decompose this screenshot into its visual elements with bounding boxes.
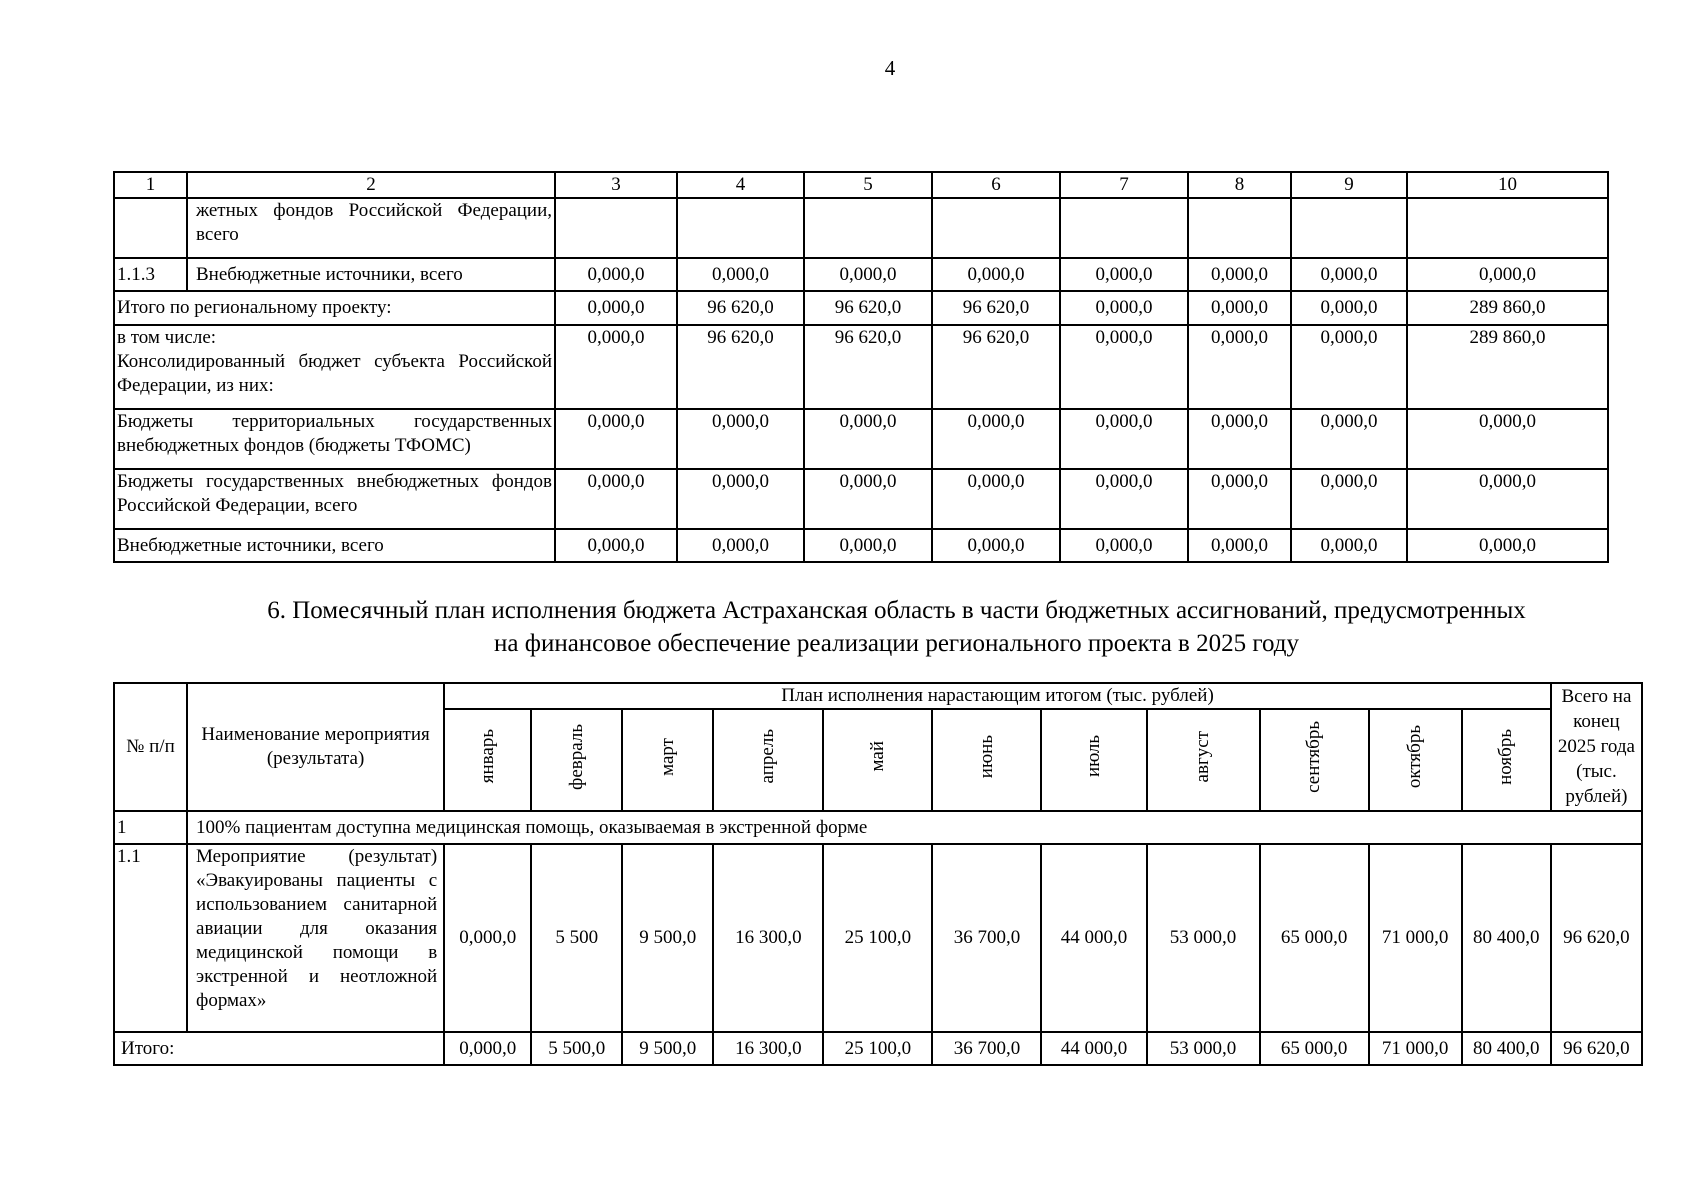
month-value: 36 700,0: [932, 844, 1041, 1032]
row-value: 0,000,0: [555, 529, 677, 562]
row-value: 0,000,0: [932, 469, 1060, 529]
row-value: 96 620,0: [804, 291, 932, 325]
row-name: в том числе: Консолидированный бюджет субъекта Российской Федерации, из них:: [114, 325, 555, 409]
row-value: [555, 198, 677, 258]
month-label: февраль: [565, 723, 587, 790]
table1-header-cell: 2: [187, 172, 555, 198]
month-label: октябрь: [1404, 724, 1426, 789]
row-value: 0,000,0: [804, 469, 932, 529]
row-value: 96 620,0: [677, 291, 804, 325]
row-value: 0,000,0: [932, 409, 1060, 469]
row-value: 0,000,0: [1060, 409, 1188, 469]
col-header-name: Наименование мероприятия (результата): [187, 683, 444, 811]
month-label: июль: [1082, 735, 1104, 778]
event-name: Мероприятие (результат) «Эвакуированы пациенты с использованием санитарной авиации для оказания медицинской помощи в экстренной и неотложной формах»: [187, 844, 444, 1032]
row-number: 1.1.3: [114, 258, 187, 291]
row-number: [114, 198, 187, 258]
row-name: Итого по региональному проекту:: [114, 291, 555, 325]
month-label: июнь: [975, 734, 997, 779]
col-header-plan: План исполнения нарастающим итогом (тыс. рублей): [444, 683, 1551, 709]
month-value: 36 700,0: [932, 1032, 1041, 1065]
month-header-cell: [444, 709, 531, 811]
table1-header-cell: 1: [114, 172, 187, 198]
month-value: 16 300,0: [713, 1032, 823, 1065]
table1-header-row: [114, 172, 1608, 198]
row-value: 0,000,0: [1188, 325, 1291, 409]
month-header-cell: [1041, 709, 1146, 811]
table1-header-cell: 8: [1188, 172, 1291, 198]
table1-header-cell: 7: [1060, 172, 1188, 198]
month-value: 16 300,0: [713, 844, 823, 1032]
row-value: 0,000,0: [1060, 469, 1188, 529]
row-value: 0,000,0: [677, 529, 804, 562]
row-value: [1407, 198, 1608, 258]
row-value: 0,000,0: [804, 409, 932, 469]
month-value: 53 000,0: [1147, 1032, 1260, 1065]
table1-header-cell: 9: [1291, 172, 1407, 198]
month-header-cell: [1462, 709, 1551, 811]
row-name: жетных фондов Российской Федерации, всего: [187, 198, 555, 258]
col-header-number: № п/п: [114, 683, 187, 811]
row-value: 0,000,0: [1060, 529, 1188, 562]
row-value: [1291, 198, 1407, 258]
monthly-plan-table: [113, 682, 1643, 1066]
row-value: 96 620,0: [932, 291, 1060, 325]
table1-header-cell: 4: [677, 172, 804, 198]
table2-header-row: [114, 683, 1642, 709]
row-value: 0,000,0: [1291, 469, 1407, 529]
month-header-cell: [713, 709, 823, 811]
row-value: 0,000,0: [1291, 258, 1407, 291]
table1-header-cell: 5: [804, 172, 932, 198]
section-title-line: на финансовое обеспечение реализации регионального проекта в 2025 году: [494, 630, 1299, 657]
row-value: [804, 198, 932, 258]
table-row: [114, 469, 1608, 529]
month-value: 71 000,0: [1369, 1032, 1462, 1065]
row-value: 0,000,0: [1188, 291, 1291, 325]
row-value: 0,000,0: [932, 529, 1060, 562]
row-value: 0,000,0: [1407, 469, 1608, 529]
row-value: 0,000,0: [1060, 325, 1188, 409]
table-row: [114, 529, 1608, 562]
table-row: [114, 409, 1608, 469]
month-value: 0,000,0: [444, 844, 531, 1032]
month-label: ноябрь: [1495, 728, 1517, 785]
row-value: 0,000,0: [804, 529, 932, 562]
total-value: 96 620,0: [1551, 1032, 1642, 1065]
page-number: 4: [884, 56, 896, 80]
table1-header-cell: 3: [555, 172, 677, 198]
month-header-cell: [1369, 709, 1462, 811]
month-value: 65 000,0: [1260, 844, 1369, 1032]
row-value: 96 620,0: [677, 325, 804, 409]
row-value: [932, 198, 1060, 258]
month-label: сентябрь: [1303, 720, 1325, 793]
month-label: август: [1192, 730, 1214, 783]
month-value: 80 400,0: [1462, 844, 1551, 1032]
total-value: 96 620,0: [1551, 844, 1642, 1032]
month-header-cell: [1147, 709, 1260, 811]
month-value: 9 500,0: [622, 1032, 713, 1065]
table-row: [114, 198, 1608, 258]
row-value: 0,000,0: [1060, 291, 1188, 325]
event-row: [114, 844, 1642, 1032]
month-header-cell: [1260, 709, 1369, 811]
row-value: 289 860,0: [1407, 325, 1608, 409]
row-value: 0,000,0: [1407, 409, 1608, 469]
month-header-cell: [622, 709, 713, 811]
row-value: 0,000,0: [555, 291, 677, 325]
row-value: 289 860,0: [1407, 291, 1608, 325]
budget-table-continued: [113, 171, 1609, 563]
month-value: 5 500: [531, 844, 622, 1032]
row-number: 1.1: [114, 844, 187, 1032]
section-title: [113, 594, 1680, 660]
month-header-cell: [932, 709, 1041, 811]
row-value: 0,000,0: [555, 258, 677, 291]
row-value: 0,000,0: [1291, 529, 1407, 562]
row-value: 0,000,0: [1188, 258, 1291, 291]
month-header-cell: [823, 709, 932, 811]
month-value: 53 000,0: [1147, 844, 1260, 1032]
row-value: 0,000,0: [1291, 325, 1407, 409]
month-value: 44 000,0: [1041, 1032, 1146, 1065]
row-value: 0,000,0: [1407, 529, 1608, 562]
row-value: 0,000,0: [1060, 258, 1188, 291]
month-label: январь: [476, 729, 498, 784]
table-row: [114, 258, 1608, 291]
section-title-line: 6. Помесячный план исполнения бюджета Астраханская область в части бюджетных ассигнований, предусмотренных: [267, 597, 1526, 624]
row-value: 96 620,0: [932, 325, 1060, 409]
row-number: 1: [114, 811, 187, 844]
row-value: 0,000,0: [804, 258, 932, 291]
row-value: [677, 198, 804, 258]
month-value: 9 500,0: [622, 844, 713, 1032]
row-value: 0,000,0: [555, 325, 677, 409]
total-label: Итого:: [114, 1032, 444, 1065]
month-value: 25 100,0: [823, 844, 932, 1032]
row-value: 0,000,0: [1407, 258, 1608, 291]
month-value: 0,000,0: [444, 1032, 531, 1065]
row-name: Внебюджетные источники, всего: [187, 258, 555, 291]
row-name: Бюджеты территориальных государственных внебюджетных фондов (бюджеты ТФОМС): [114, 409, 555, 469]
row-value: [1188, 198, 1291, 258]
month-header-cell: [531, 709, 622, 811]
table-row: [114, 325, 1608, 409]
row-value: 0,000,0: [677, 409, 804, 469]
month-label: апрель: [757, 729, 779, 784]
goal-row: [114, 811, 1642, 844]
row-value: 0,000,0: [555, 469, 677, 529]
col-header-total: Всего на конец 2025 года (тыс. рублей): [1551, 683, 1642, 811]
row-value: 0,000,0: [1188, 409, 1291, 469]
row-value: 0,000,0: [1188, 469, 1291, 529]
row-value: 0,000,0: [677, 469, 804, 529]
month-value: 44 000,0: [1041, 844, 1146, 1032]
month-label: май: [866, 741, 888, 772]
goal-text: 100% пациентам доступна медицинская помощь, оказываемая в экстренной форме: [187, 811, 1642, 844]
table-row: [114, 291, 1608, 325]
row-value: 96 620,0: [804, 325, 932, 409]
month-value: 5 500,0: [531, 1032, 622, 1065]
month-value: 65 000,0: [1260, 1032, 1369, 1065]
total-row: [114, 1032, 1642, 1065]
month-value: 71 000,0: [1369, 844, 1462, 1032]
month-value: 80 400,0: [1462, 1032, 1551, 1065]
row-value: 0,000,0: [555, 409, 677, 469]
table1-header-cell: 10: [1407, 172, 1608, 198]
row-value: 0,000,0: [1291, 291, 1407, 325]
row-value: [1060, 198, 1188, 258]
row-value: 0,000,0: [1291, 409, 1407, 469]
row-name: Бюджеты государственных внебюджетных фондов Российской Федерации, всего: [114, 469, 555, 529]
month-value: 25 100,0: [823, 1032, 932, 1065]
table1-header-cell: 6: [932, 172, 1060, 198]
month-label: март: [656, 737, 678, 776]
row-value: 0,000,0: [1188, 529, 1291, 562]
row-value: 0,000,0: [932, 258, 1060, 291]
row-name: Внебюджетные источники, всего: [114, 529, 555, 562]
row-value: 0,000,0: [677, 258, 804, 291]
